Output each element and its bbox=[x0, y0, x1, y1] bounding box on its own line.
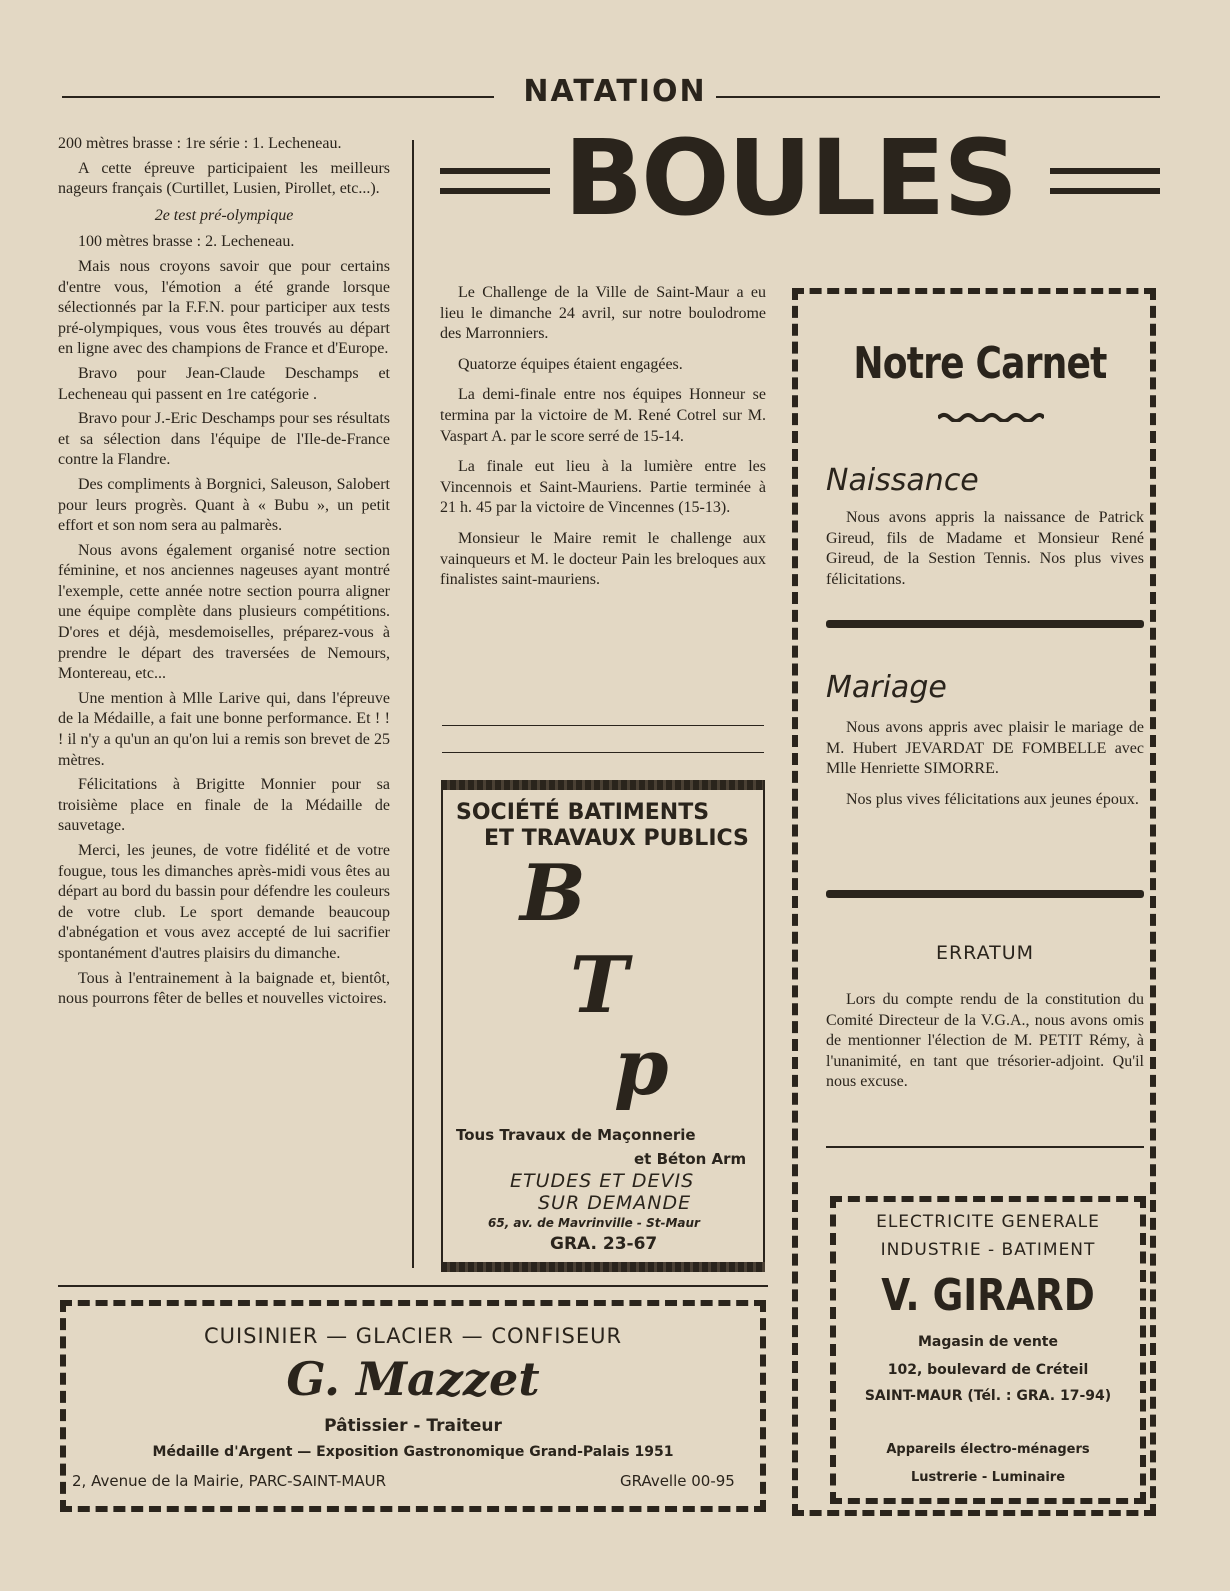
section-title-natation: NATATION bbox=[523, 74, 707, 109]
erratum-text: Lors du compte rendu de la constitution du Comité Directeur de la V.G.A., nous avons omis de mentionner l'élection de M. PETIT Rémy, à l'unanimité, en tant que trésorier-adjoint. Qu'il nous excuse. bbox=[826, 991, 1144, 1091]
girard-city: SAINT-MAUR (Tél. : GRA. 17-94) bbox=[864, 1388, 1112, 1404]
girard-name: V. GIRARD bbox=[881, 1270, 1095, 1321]
btp-company-line1: SOCIÉTÉ BATIMENTS bbox=[456, 800, 710, 825]
carnet-rule-2 bbox=[826, 890, 1144, 898]
mazzet-address: 2, Avenue de la Mairie, PARC-SAINT-MAUR bbox=[72, 1472, 387, 1490]
mid-rule-2 bbox=[442, 752, 764, 753]
girard-line1: ELECTRICITE GENERALE bbox=[876, 1212, 1100, 1232]
btp-logo-letter-b: B bbox=[520, 848, 586, 939]
natation-paragraph: 100 mètres brasse : 2. Lecheneau. bbox=[78, 233, 295, 251]
natation-paragraph: A cette épreuve participaient les meilleurs nageurs français (Curtillet, Lusien, Pirollet, etc...). bbox=[58, 159, 390, 198]
carnet-title: Notre Carnet bbox=[853, 338, 1107, 389]
btp-phone: GRA. 23-67 bbox=[550, 1234, 658, 1254]
natation-paragraph: Bravo pour J.-Eric Deschamps pour ses résultats et sa sélection dans l'équipe de l'Ile-de-France contre la Flandre. bbox=[58, 410, 390, 469]
natation-paragraph: Tous à l'entrainement à la baignade et, bientôt, nous pourrons fêter de belles et nouvelles victoires. bbox=[58, 969, 390, 1008]
naissance-title: Naissance bbox=[826, 463, 979, 498]
girard-address: 102, boulevard de Créteil bbox=[887, 1362, 1089, 1378]
boules-paragraph: Monsieur le Maire remit le challenge aux vainqueurs et M. le docteur Pain les breloques aux finalistes saint-mauriens. bbox=[440, 529, 766, 589]
btp-devis-line2: SUR DEMANDE bbox=[538, 1192, 692, 1214]
boules-article bbox=[440, 283, 766, 601]
mariage-title: Mariage bbox=[826, 670, 947, 705]
natation-paragraph: Mais nous croyons savoir que pour certains d'entre vous, l'émotion a été grande lorsque sélectionnés par la F.F.N. pour participer aux tests pré-olympiques, vous vous êtes trouvés au départ en ligne avec des champions de France et d'Europe. bbox=[58, 257, 390, 358]
squiggle-ornament bbox=[938, 410, 1044, 422]
girard-shop: Magasin de vente bbox=[918, 1334, 1058, 1350]
mazzet-trades: CUISINIER — GLACIER — CONFISEUR bbox=[203, 1324, 623, 1348]
carnet-rule-1 bbox=[826, 620, 1144, 628]
naissance-text-block bbox=[826, 508, 1144, 600]
btp-service-line1: Tous Travaux de Maçonnerie bbox=[456, 1126, 696, 1144]
girard-products2: Lustrerie - Luminaire bbox=[910, 1470, 1066, 1485]
natation-subheading: 2e test pré-olympique bbox=[154, 206, 294, 224]
carnet-rule-3 bbox=[826, 1146, 1144, 1148]
erratum-text-block bbox=[826, 990, 1144, 1103]
btp-devis-line1: ETUDES ET DEVIS bbox=[510, 1170, 695, 1192]
btp-logo-letter-p: p bbox=[614, 1022, 669, 1113]
natation-paragraph: 200 mètres brasse : 1re série : 1. Lecheneau. bbox=[58, 135, 342, 152]
erratum-title: ERRATUM bbox=[935, 942, 1035, 964]
btp-logo-letter-t: T bbox=[570, 940, 629, 1031]
boules-title: BOULES bbox=[563, 117, 1017, 239]
boules-paragraph: Quatorze équipes étaient engagées. bbox=[458, 355, 683, 373]
btp-service-line2: et Béton Arm bbox=[634, 1150, 747, 1168]
boules-paragraph: Le Challenge de la Ville de Saint-Maur a eu lieu le dimanche 24 avril, sur notre boulodrome des Marronniers. bbox=[440, 284, 766, 343]
girard-products1: Appareils électro-ménagers bbox=[886, 1442, 1090, 1457]
btp-company-line2: ET TRAVAUX PUBLICS bbox=[484, 826, 749, 851]
boules-ornament-left bbox=[440, 168, 550, 194]
natation-paragraph: Une mention à Mlle Larive qui, dans l'épreuve de la Médaille, a fait une bonne performance. Et ! ! ! il n'y a qu'un an qu'on lui a remis son brevet de 25 mètres. bbox=[58, 689, 390, 769]
mariage-text-block bbox=[826, 718, 1144, 820]
mariage-text: Nous avons appris avec plaisir le mariage de M. Hubert JEVARDAT DE FOMBELLE avec Mlle Henriette SIMORRE. bbox=[826, 719, 1144, 778]
mariage-text: Nos plus vives félicitations aux jeunes époux. bbox=[846, 790, 1139, 808]
mazzet-award: Médaille d'Argent — Exposition Gastronomique Grand-Palais 1951 bbox=[152, 1444, 674, 1460]
boules-paragraph: La demi-finale entre nos équipes Honneur se termina par la victoire de M. René Cotrel sur M. Vaspart A. par le score serré de 15-14. bbox=[440, 386, 766, 445]
column-divider bbox=[412, 140, 414, 1268]
header-rule-left bbox=[62, 96, 494, 98]
mid-rule-1 bbox=[442, 725, 764, 726]
btp-border-bottom bbox=[441, 1262, 765, 1272]
mazzet-phone: GRAvelle 00-95 bbox=[620, 1472, 735, 1490]
btp-address: 65, av. de Mavrinville - St-Maur bbox=[488, 1216, 700, 1230]
girard-line2: INDUSTRIE - BATIMENT bbox=[880, 1240, 1096, 1260]
naissance-text: Nous avons appris la naissance de Patrick Gireud, fils de Madame et Monsieur René Gireud, de la Sestion Tennis. Nos plus vives félicitations. bbox=[826, 509, 1144, 588]
mazzet-name: G. Mazzet bbox=[286, 1352, 540, 1406]
natation-paragraph: Félicitations à Brigitte Monnier pour sa troisième place en finale de la Médaille de sauvetage. bbox=[58, 776, 390, 835]
boules-ornament-right bbox=[1050, 168, 1160, 194]
natation-paragraph: Des compliments à Borgnici, Saleuson, Salobert pour leurs progrès. Quant à « Bubu », un petit effort et son nom sera au palmarès. bbox=[58, 475, 390, 535]
header-rule-right bbox=[716, 96, 1160, 98]
natation-article bbox=[58, 134, 390, 1014]
bottom-left-rule bbox=[58, 1285, 768, 1287]
natation-paragraph: Nous avons également organisé notre section féminine, et nos anciennes nageuses ayant montré l'exemple, cette année notre section pourra aligner une équipe complète dans plusieurs compétitions. D'ores et déjà, mesdemoiselles, préparez-vous à prendre le départ des traversées de Nemours, Montereau, etc... bbox=[58, 541, 390, 683]
mazzet-subtitle: Pâtissier - Traiteur bbox=[324, 1416, 502, 1436]
natation-paragraph: Bravo pour Jean-Claude Deschamps et Lecheneau qui passent en 1re catégorie . bbox=[58, 364, 390, 403]
natation-paragraph: Merci, les jeunes, de votre fidélité et de votre fougue, tous les dimanches après-midi vous êtes au départ au bord du bassin pour défendre les couleurs de votre club. Le sport demande beaucoup d'abnégation et vous avez accepté de lui sacrifier spontanément d'autres plaisirs du dimanche. bbox=[58, 842, 390, 962]
boules-paragraph: La finale eut lieu à la lumière entre les Vincennois et Saint-Mauriens. Partie terminée à 21 h. 45 par la victoire de Vincennes (15-13). bbox=[440, 458, 766, 517]
